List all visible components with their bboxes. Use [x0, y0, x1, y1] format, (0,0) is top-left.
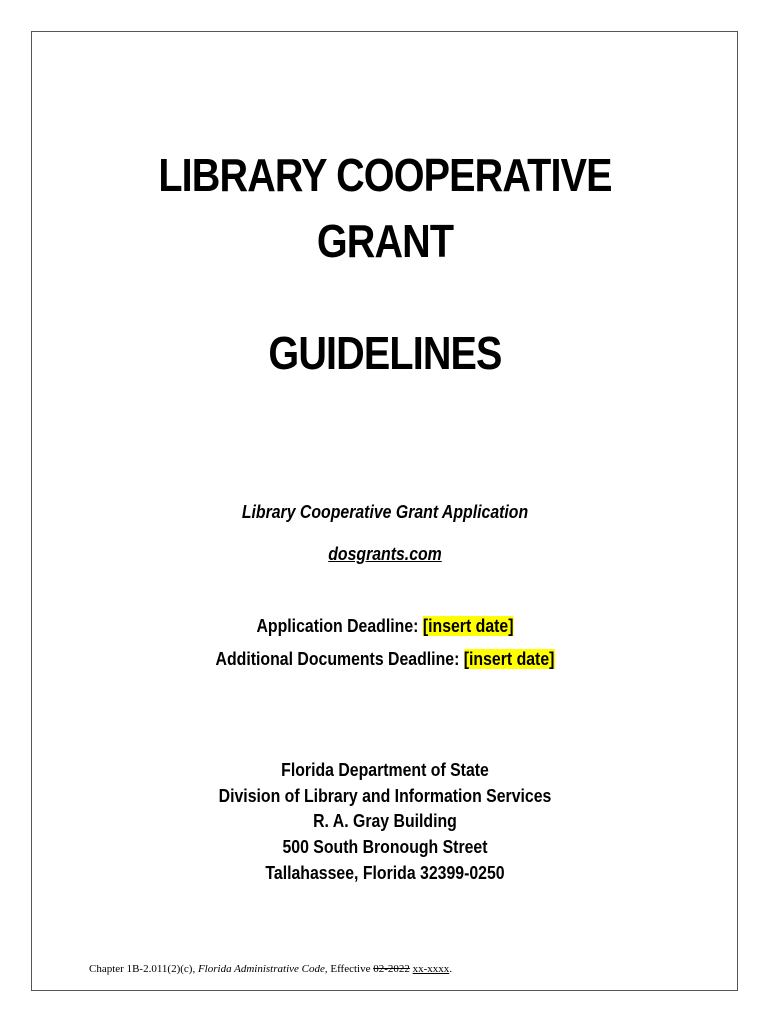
address-line-3: R. A. Gray Building — [313, 811, 457, 831]
footer-new-date: xx-xxxx — [412, 963, 450, 975]
application-deadline-value: [insert date] — [422, 616, 514, 636]
footer-citation — [89, 964, 452, 975]
documents-deadline-value: [insert date] — [463, 649, 555, 669]
address-line-4: 500 South Bronough Street — [282, 837, 488, 857]
footer-effective: , Effective — [324, 963, 371, 975]
application-name: Library Cooperative Grant Application — [241, 502, 529, 522]
website-link[interactable]: dosgrants.com — [328, 544, 442, 564]
footer-chapter: Chapter 1B-2.011(2)(c), — [89, 963, 196, 975]
documents-deadline — [46, 650, 724, 668]
address-line-5: Tallahassee, Florida 32399-0250 — [265, 863, 505, 883]
title-line-1: LIBRARY COOPERATIVE — [158, 149, 612, 201]
footer-code: Florida Administrative Code — [197, 963, 325, 975]
documents-deadline-label: Additional Documents Deadline: — [215, 649, 460, 669]
address-line-1: Florida Department of State — [281, 760, 489, 780]
footer-old-date: 02-2022 — [373, 963, 410, 975]
title-line-3: GUIDELINES — [268, 327, 502, 379]
title-line-2: GRANT — [316, 215, 454, 267]
application-deadline-label: Application Deadline: — [256, 616, 419, 636]
footer-end: . — [449, 963, 453, 975]
application-deadline — [46, 617, 724, 635]
website-line — [46, 545, 724, 563]
address-line-2: Division of Library and Information Services — [218, 786, 552, 806]
